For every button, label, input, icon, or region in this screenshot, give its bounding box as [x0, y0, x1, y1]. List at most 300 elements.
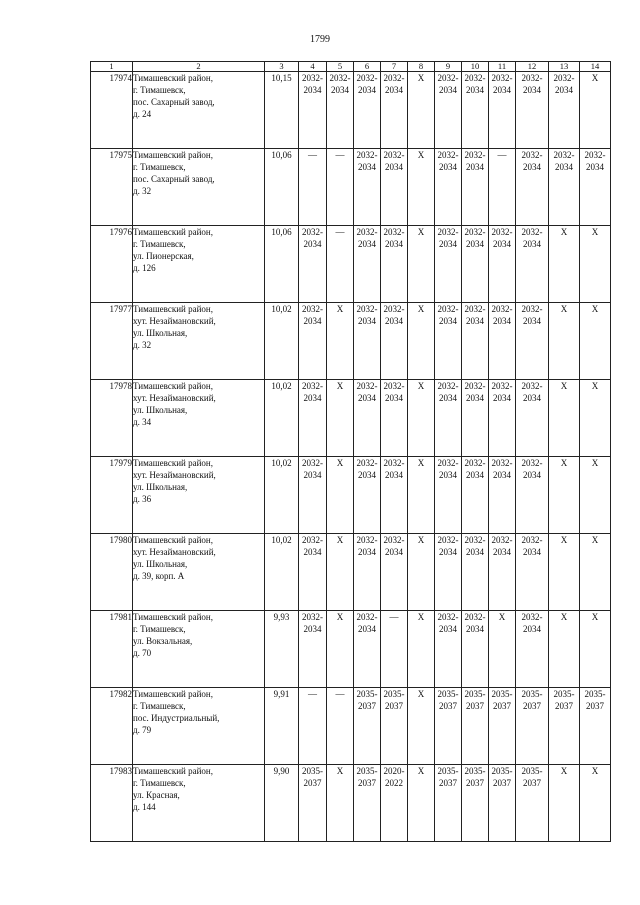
schedule-value: 2032- 2034 — [302, 227, 323, 249]
table-row — [91, 226, 611, 303]
schedule-value: 2032- 2034 — [521, 150, 543, 172]
schedule-value: X — [417, 458, 425, 468]
schedule-cell-col-6 — [354, 611, 381, 688]
schedule-cell-col-13 — [549, 611, 580, 688]
schedule-cell-col-4 — [299, 457, 327, 534]
schedule-cell-col-9 — [435, 149, 462, 226]
column-header-9: 9 — [435, 62, 462, 72]
schedule-cell-col-4 — [299, 380, 327, 457]
schedule-cell-col-6 — [354, 534, 381, 611]
schedule-value: — — [335, 150, 345, 160]
record-number: 17978 — [91, 380, 133, 457]
address-line: Тимашевский район, — [133, 535, 213, 545]
schedule-value: 2032- 2034 — [383, 458, 405, 480]
schedule-value: 2035- 2037 — [584, 689, 606, 711]
schedule-cell-col-9 — [435, 688, 462, 765]
schedule-cell-col-5 — [327, 303, 354, 380]
schedule-value: 2032- 2034 — [437, 458, 459, 480]
schedule-value: 2032- 2034 — [521, 304, 543, 326]
schedule-value: 2032- 2034 — [356, 458, 378, 480]
address-line: д. 144 — [133, 802, 156, 812]
address-line: д. 79 — [133, 725, 152, 735]
schedule-cell-col-5 — [327, 149, 354, 226]
area-cell: 10,02 — [265, 457, 299, 534]
schedule-cell-col-12 — [516, 303, 549, 380]
schedule-value: X — [336, 612, 344, 622]
address-line: г. Тимашевск, — [133, 778, 186, 788]
schedule-cell-col-13 — [549, 534, 580, 611]
schedule-cell-col-4 — [299, 611, 327, 688]
schedule-value: 2032- 2034 — [302, 304, 323, 326]
address-line: пос. Сахарный завод, — [133, 174, 215, 184]
schedule-value: X — [417, 73, 425, 83]
schedule-value: 2032- 2034 — [464, 458, 486, 480]
address-cell — [133, 765, 265, 842]
column-header-6: 6 — [354, 62, 381, 72]
schedule-cell-col-12 — [516, 380, 549, 457]
schedule-cell-col-14 — [580, 226, 611, 303]
schedule-value: X — [560, 304, 568, 314]
address-line: пос. Сахарный завод, — [133, 97, 215, 107]
schedule-cell-col-5 — [327, 688, 354, 765]
address-line: д. 126 — [133, 263, 156, 273]
schedule-cell-col-5 — [327, 765, 354, 842]
address-line: ул. Школьная, — [133, 482, 188, 492]
schedule-cell-col-11 — [489, 688, 516, 765]
schedule-value: 2035- 2037 — [302, 766, 323, 788]
address-line: ул. Школьная, — [133, 559, 188, 569]
schedule-cell-col-4 — [299, 534, 327, 611]
schedule-value: 2032- 2034 — [553, 150, 575, 172]
area-cell: 10,02 — [265, 303, 299, 380]
schedule-cell-col-10 — [462, 688, 489, 765]
area-cell: 10,06 — [265, 226, 299, 303]
schedule-value: X — [560, 227, 568, 237]
schedule-value: 2032- 2034 — [356, 227, 378, 249]
schedule-cell-col-12 — [516, 149, 549, 226]
schedule-cell-col-8 — [408, 226, 435, 303]
column-header-7: 7 — [381, 62, 408, 72]
schedule-value: 2032- 2034 — [302, 458, 323, 480]
schedule-cell-col-5 — [327, 72, 354, 149]
area-cell: 9,90 — [265, 765, 299, 842]
schedule-value: 2032- 2034 — [437, 304, 459, 326]
schedule-value: 2032- 2034 — [356, 73, 378, 95]
schedule-cell-col-6 — [354, 303, 381, 380]
schedule-cell-col-14 — [580, 72, 611, 149]
address-line: хут. Незаймановский, — [133, 393, 216, 403]
schedule-value: — — [335, 227, 345, 237]
schedule-value: 2032- 2034 — [383, 304, 405, 326]
schedule-cell-col-12 — [516, 534, 549, 611]
schedule-cell-col-11 — [489, 457, 516, 534]
schedule-cell-col-11 — [489, 149, 516, 226]
area-cell: 10,02 — [265, 380, 299, 457]
schedule-value: 2035- 2037 — [437, 689, 459, 711]
schedule-cell-col-10 — [462, 380, 489, 457]
address-line: Тимашевский район, — [133, 381, 213, 391]
schedule-cell-col-12 — [516, 72, 549, 149]
schedule-value: 2035- 2037 — [356, 689, 378, 711]
schedule-value: X — [591, 227, 599, 237]
schedule-value: X — [336, 766, 344, 776]
schedule-value: X — [591, 304, 599, 314]
schedule-cell-col-7 — [381, 226, 408, 303]
table-row — [91, 611, 611, 688]
address-line: Тимашевский район, — [133, 612, 213, 622]
address-cell — [133, 688, 265, 765]
schedule-value: 2035- 2037 — [491, 689, 513, 711]
schedule-cell-col-14 — [580, 534, 611, 611]
schedule-value: 2035- 2037 — [464, 689, 486, 711]
schedule-value: X — [591, 73, 599, 83]
schedule-value: 2035- 2037 — [383, 689, 405, 711]
schedule-cell-col-7 — [381, 688, 408, 765]
schedule-value: 2032- 2034 — [383, 535, 405, 557]
schedule-value: — — [308, 150, 317, 160]
schedule-value: 2035- 2037 — [521, 689, 543, 711]
area-cell: 9,91 — [265, 688, 299, 765]
address-line: ул. Красная, — [133, 790, 180, 800]
address-line: д. 32 — [133, 186, 152, 196]
schedule-value: 2032- 2034 — [302, 73, 323, 95]
column-header-8: 8 — [408, 62, 435, 72]
schedule-cell-col-6 — [354, 149, 381, 226]
schedule-cell-col-12 — [516, 457, 549, 534]
address-line: д. 39, корп. А — [133, 571, 185, 581]
schedule-cell-col-9 — [435, 765, 462, 842]
schedule-cell-col-4 — [299, 226, 327, 303]
schedule-value: 2032- 2034 — [356, 612, 378, 634]
schedule-value: X — [560, 458, 568, 468]
schedule-value: 2032- 2034 — [437, 150, 459, 172]
schedule-value: 2035- 2037 — [521, 766, 543, 788]
schedule-cell-col-11 — [489, 72, 516, 149]
schedule-value: 2032- 2034 — [464, 535, 486, 557]
schedule-cell-col-9 — [435, 457, 462, 534]
schedule-cell-col-8 — [408, 149, 435, 226]
schedule-value: — — [497, 150, 507, 160]
schedule-cell-col-13 — [549, 303, 580, 380]
address-line: д. 70 — [133, 648, 152, 658]
address-cell — [133, 534, 265, 611]
address-line: ул. Школьная, — [133, 405, 188, 415]
area-cell: 10,15 — [265, 72, 299, 149]
table-row — [91, 457, 611, 534]
address-line: пос. Индустриальный, — [133, 713, 220, 723]
table-body — [91, 72, 611, 842]
schedule-cell-col-5 — [327, 534, 354, 611]
schedule-value: 2032- 2034 — [491, 73, 513, 95]
schedule-value: 2032- 2034 — [491, 458, 513, 480]
schedule-cell-col-10 — [462, 226, 489, 303]
schedule-value: 2032- 2034 — [437, 227, 459, 249]
schedule-value: 2032- 2034 — [464, 381, 486, 403]
schedule-cell-col-9 — [435, 380, 462, 457]
schedule-cell-col-6 — [354, 380, 381, 457]
schedule-value: 2032- 2034 — [329, 73, 351, 95]
schedule-cell-col-11 — [489, 611, 516, 688]
schedule-cell-col-8 — [408, 765, 435, 842]
address-line: г. Тимашевск, — [133, 624, 186, 634]
schedule-value: 2032- 2034 — [464, 150, 486, 172]
schedule-cell-col-6 — [354, 457, 381, 534]
schedule-cell-col-4 — [299, 72, 327, 149]
schedule-cell-col-10 — [462, 534, 489, 611]
schedule-cell-col-6 — [354, 688, 381, 765]
schedule-value: X — [591, 612, 599, 622]
schedule-cell-col-10 — [462, 765, 489, 842]
schedule-cell-col-7 — [381, 611, 408, 688]
schedule-cell-col-9 — [435, 303, 462, 380]
schedule-value: 2032- 2034 — [356, 535, 378, 557]
schedule-value: X — [591, 381, 599, 391]
schedule-cell-col-5 — [327, 226, 354, 303]
schedule-cell-col-14 — [580, 765, 611, 842]
schedule-value: 2035- 2037 — [464, 766, 486, 788]
record-number: 17983 — [91, 765, 133, 842]
address-line: хут. Незаймановский, — [133, 470, 216, 480]
area-cell: 9,93 — [265, 611, 299, 688]
schedule-value: 2032- 2034 — [437, 381, 459, 403]
area-cell: 10,06 — [265, 149, 299, 226]
schedule-cell-col-4 — [299, 303, 327, 380]
schedule-cell-col-6 — [354, 765, 381, 842]
schedule-cell-col-13 — [549, 149, 580, 226]
schedule-value: 2032- 2034 — [383, 381, 405, 403]
schedule-value: X — [336, 381, 344, 391]
address-cell — [133, 149, 265, 226]
schedule-cell-col-6 — [354, 226, 381, 303]
schedule-cell-col-9 — [435, 534, 462, 611]
schedule-value: 2032- 2034 — [383, 227, 405, 249]
schedule-value: X — [417, 535, 425, 545]
schedule-cell-col-12 — [516, 611, 549, 688]
column-header-2: 2 — [133, 62, 265, 72]
address-line: г. Тимашевск, — [133, 85, 186, 95]
record-number: 17982 — [91, 688, 133, 765]
schedule-value: 2035- 2037 — [553, 689, 575, 711]
column-header-14: 14 — [580, 62, 611, 72]
schedule-cell-col-7 — [381, 149, 408, 226]
schedule-cell-col-14 — [580, 688, 611, 765]
schedule-cell-col-5 — [327, 380, 354, 457]
table-row — [91, 149, 611, 226]
address-cell — [133, 72, 265, 149]
header-row — [91, 62, 611, 72]
address-line: Тимашевский район, — [133, 689, 213, 699]
schedule-cell-col-14 — [580, 611, 611, 688]
schedule-value: 2035- 2037 — [491, 766, 513, 788]
schedule-cell-col-8 — [408, 457, 435, 534]
schedule-value: X — [417, 612, 425, 622]
schedule-value: 2032- 2034 — [383, 150, 405, 172]
schedule-value: 2035- 2037 — [437, 766, 459, 788]
schedule-cell-col-4 — [299, 765, 327, 842]
schedule-value: X — [591, 766, 599, 776]
schedule-value: X — [591, 458, 599, 468]
address-line: хут. Незаймановский, — [133, 547, 216, 557]
schedule-cell-col-13 — [549, 72, 580, 149]
schedule-cell-col-12 — [516, 765, 549, 842]
schedule-value: 2032- 2034 — [521, 612, 543, 634]
column-header-3: 3 — [265, 62, 299, 72]
schedule-cell-col-9 — [435, 611, 462, 688]
address-cell — [133, 611, 265, 688]
record-number: 17974 — [91, 72, 133, 149]
registry-table — [90, 61, 611, 842]
schedule-cell-col-4 — [299, 688, 327, 765]
schedule-value: 2032- 2034 — [491, 535, 513, 557]
schedule-value: 2032- 2034 — [437, 612, 459, 634]
table-row — [91, 72, 611, 149]
schedule-value: X — [336, 458, 344, 468]
schedule-value: 2032- 2034 — [356, 150, 378, 172]
address-cell — [133, 457, 265, 534]
address-line: хут. Незаймановский, — [133, 316, 216, 326]
schedule-value: — — [335, 689, 345, 699]
address-line: Тимашевский район, — [133, 458, 213, 468]
schedule-value: X — [560, 535, 568, 545]
address-line: ул. Школьная, — [133, 328, 188, 338]
schedule-cell-col-13 — [549, 688, 580, 765]
schedule-value: 2032- 2034 — [464, 73, 486, 95]
address-line: Тимашевский район, — [133, 227, 213, 237]
table-row — [91, 765, 611, 842]
schedule-value: 2032- 2034 — [437, 73, 459, 95]
schedule-cell-col-13 — [549, 457, 580, 534]
schedule-value: — — [389, 612, 399, 622]
schedule-value: 2032- 2034 — [302, 612, 323, 634]
record-number: 17975 — [91, 149, 133, 226]
schedule-cell-col-11 — [489, 226, 516, 303]
column-header-11: 11 — [489, 62, 516, 72]
schedule-value: 2032- 2034 — [521, 73, 543, 95]
schedule-value: X — [417, 689, 425, 699]
schedule-cell-col-7 — [381, 457, 408, 534]
schedule-value: 2032- 2034 — [491, 381, 513, 403]
schedule-cell-col-7 — [381, 534, 408, 611]
address-line: Тимашевский район, — [133, 766, 213, 776]
schedule-cell-col-9 — [435, 72, 462, 149]
schedule-value: X — [336, 535, 344, 545]
schedule-cell-col-7 — [381, 380, 408, 457]
schedule-cell-col-13 — [549, 765, 580, 842]
schedule-value: 2032- 2034 — [521, 381, 543, 403]
schedule-cell-col-11 — [489, 534, 516, 611]
schedule-cell-col-7 — [381, 303, 408, 380]
schedule-value: 2032- 2034 — [356, 381, 378, 403]
schedule-cell-col-6 — [354, 72, 381, 149]
schedule-cell-col-8 — [408, 380, 435, 457]
schedule-cell-col-11 — [489, 303, 516, 380]
column-header-10: 10 — [462, 62, 489, 72]
schedule-value: 2032- 2034 — [302, 535, 323, 557]
record-number: 17976 — [91, 226, 133, 303]
schedule-value: — — [308, 689, 317, 699]
column-header-13: 13 — [549, 62, 580, 72]
schedule-cell-col-8 — [408, 534, 435, 611]
schedule-value: 2032- 2034 — [521, 227, 543, 249]
schedule-value: X — [417, 150, 425, 160]
schedule-cell-col-8 — [408, 688, 435, 765]
schedule-cell-col-5 — [327, 457, 354, 534]
schedule-cell-col-13 — [549, 380, 580, 457]
schedule-value: X — [417, 381, 425, 391]
column-header-5: 5 — [327, 62, 354, 72]
schedule-value: X — [417, 766, 425, 776]
column-header-1: 1 — [91, 62, 133, 72]
column-header-4: 4 — [299, 62, 327, 72]
schedule-cell-col-10 — [462, 72, 489, 149]
schedule-cell-col-10 — [462, 303, 489, 380]
table-header — [91, 62, 611, 72]
schedule-cell-col-12 — [516, 226, 549, 303]
schedule-value: 2020- 2022 — [383, 766, 405, 788]
address-cell — [133, 226, 265, 303]
schedule-value: X — [498, 612, 506, 622]
address-line: ул. Пионерская, — [133, 251, 194, 261]
schedule-cell-col-4 — [299, 149, 327, 226]
schedule-cell-col-10 — [462, 149, 489, 226]
address-line: Тимашевский район, — [133, 304, 213, 314]
schedule-cell-col-7 — [381, 765, 408, 842]
address-line: Тимашевский район, — [133, 73, 213, 83]
record-number: 17977 — [91, 303, 133, 380]
address-cell — [133, 303, 265, 380]
address-line: д. 24 — [133, 109, 152, 119]
table-row — [91, 380, 611, 457]
schedule-value: 2032- 2034 — [491, 227, 513, 249]
schedule-cell-col-8 — [408, 611, 435, 688]
schedule-cell-col-13 — [549, 226, 580, 303]
record-number: 17979 — [91, 457, 133, 534]
address-line: г. Тимашевск, — [133, 239, 186, 249]
address-line: д. 36 — [133, 494, 152, 504]
schedule-cell-col-10 — [462, 611, 489, 688]
schedule-value: X — [417, 304, 425, 314]
schedule-cell-col-14 — [580, 457, 611, 534]
schedule-value: 2032- 2034 — [584, 150, 606, 172]
address-line: г. Тимашевск, — [133, 701, 186, 711]
table-row — [91, 688, 611, 765]
schedule-value: 2032- 2034 — [437, 535, 459, 557]
record-number: 17980 — [91, 534, 133, 611]
schedule-cell-col-14 — [580, 303, 611, 380]
schedule-value: 2032- 2034 — [464, 227, 486, 249]
schedule-cell-col-5 — [327, 611, 354, 688]
schedule-value: 2032- 2034 — [521, 535, 543, 557]
table-row — [91, 534, 611, 611]
column-header-12: 12 — [516, 62, 549, 72]
schedule-value: 2032- 2034 — [521, 458, 543, 480]
address-line: д. 34 — [133, 417, 152, 427]
schedule-value: 2032- 2034 — [464, 304, 486, 326]
schedule-value: 2032- 2034 — [356, 304, 378, 326]
address-cell — [133, 380, 265, 457]
schedule-cell-col-11 — [489, 765, 516, 842]
schedule-value: X — [560, 612, 568, 622]
page-number: 1799 — [310, 34, 330, 45]
area-cell: 10,02 — [265, 534, 299, 611]
schedule-value: X — [591, 535, 599, 545]
schedule-value: X — [336, 304, 344, 314]
record-number: 17981 — [91, 611, 133, 688]
address-line: Тимашевский район, — [133, 150, 213, 160]
schedule-value: 2035- 2037 — [356, 766, 378, 788]
address-line: д. 32 — [133, 340, 152, 350]
schedule-value: 2032- 2034 — [464, 612, 486, 634]
